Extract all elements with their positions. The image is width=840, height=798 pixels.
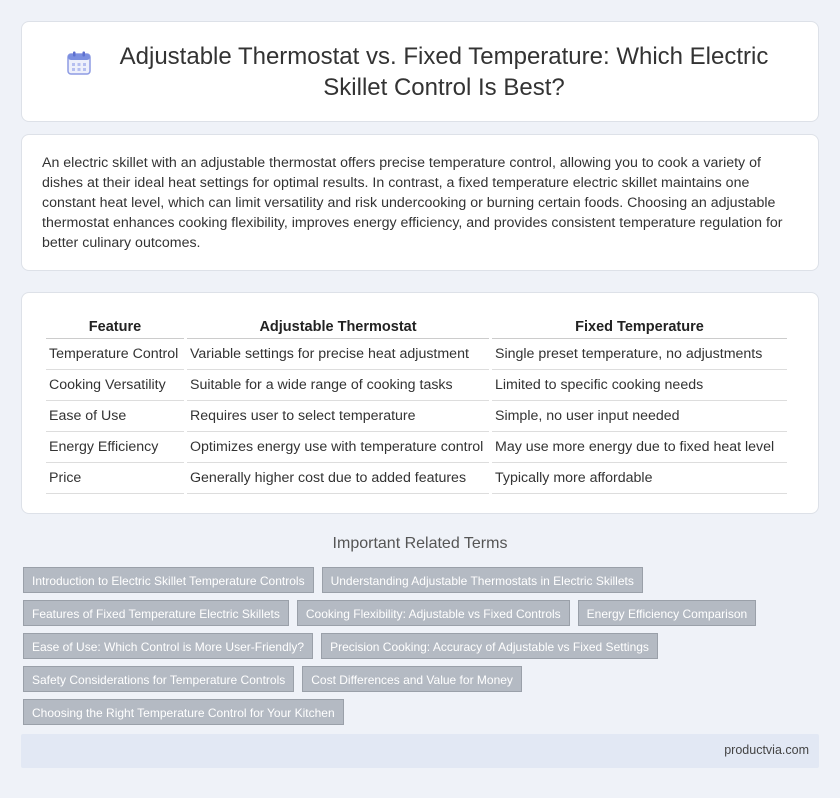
table-row [46,339,787,370]
related-tag[interactable]: Cooking Flexibility: Adjustable vs Fixed Controls [297,600,570,626]
related-tag[interactable]: Cost Differences and Value for Money [302,666,522,692]
related-tag[interactable]: Introduction to Electric Skillet Temperature Controls [23,567,314,593]
table-cell: Requires user to select temperature [187,401,489,432]
table-row [46,401,787,432]
related-tag[interactable]: Ease of Use: Which Control is More User-Friendly? [23,633,313,659]
table-cell: Suitable for a wide range of cooking tasks [187,370,489,401]
table-row [46,463,787,494]
footer-site-link[interactable]: productvia.com [724,743,809,757]
footer [21,734,819,768]
intro-text: An electric skillet with an adjustable thermostat offers precise temperature control, allowing you to cook a variety of dishes at their ideal heat settings for optimal results. In contrast, a fixed temperature electric skillet maintains one constant heat level, which can limit versatility and risk undercooking or burning certain foods. Choosing an adjustable thermostat enhances cooking flexibility, improves energy efficiency, and provides consistent temperature regulation for better culinary outcomes. [42,155,783,251]
table-cell: Optimizes energy use with temperature control [187,432,489,463]
page-title: Adjustable Thermostat vs. Fixed Temperature: Which Electric Skillet Control Is Best? [119,42,769,101]
table-cell: Price [46,463,184,494]
comparison-table [43,317,790,494]
table-row [46,432,787,463]
related-tag[interactable]: Choosing the Right Temperature Control for Your Kitchen [23,699,344,725]
table-cell: Limited to specific cooking needs [492,370,787,401]
table-cell: Variable settings for precise heat adjustment [187,339,489,370]
table-cell: Energy Efficiency [46,432,184,463]
comparison-table-card [21,292,819,514]
table-cell: Generally higher cost due to added features [187,463,489,494]
related-terms-heading: Important Related Terms [332,535,508,552]
related-tag[interactable]: Understanding Adjustable Thermostats in Electric Skillets [322,567,643,593]
related-tag[interactable]: Features of Fixed Temperature Electric Skillets [23,600,289,626]
table-cell: Ease of Use [46,401,184,432]
related-tag[interactable]: Energy Efficiency Comparison [578,600,757,626]
intro-card [21,134,819,271]
table-cell: Temperature Control [46,339,184,370]
header-feature: Feature [46,317,184,339]
table-cell: May use more energy due to fixed heat level [492,432,787,463]
table-cell: Simple, no user input needed [492,401,787,432]
title-card [21,21,819,122]
table-row [46,370,787,401]
table-cell: Single preset temperature, no adjustments [492,339,787,370]
table-cell: Typically more affordable [492,463,787,494]
related-tag[interactable]: Precision Cooking: Accuracy of Adjustable vs Fixed Settings [321,633,658,659]
table-header-row [46,317,787,339]
header-fixed: Fixed Temperature [492,317,787,339]
header-adjustable: Adjustable Thermostat [187,317,489,339]
related-tag[interactable]: Safety Considerations for Temperature Controls [23,666,294,692]
calendar-icon [66,50,92,76]
table-cell: Cooking Versatility [46,370,184,401]
related-tags [21,567,801,732]
title-wrap [66,41,774,103]
